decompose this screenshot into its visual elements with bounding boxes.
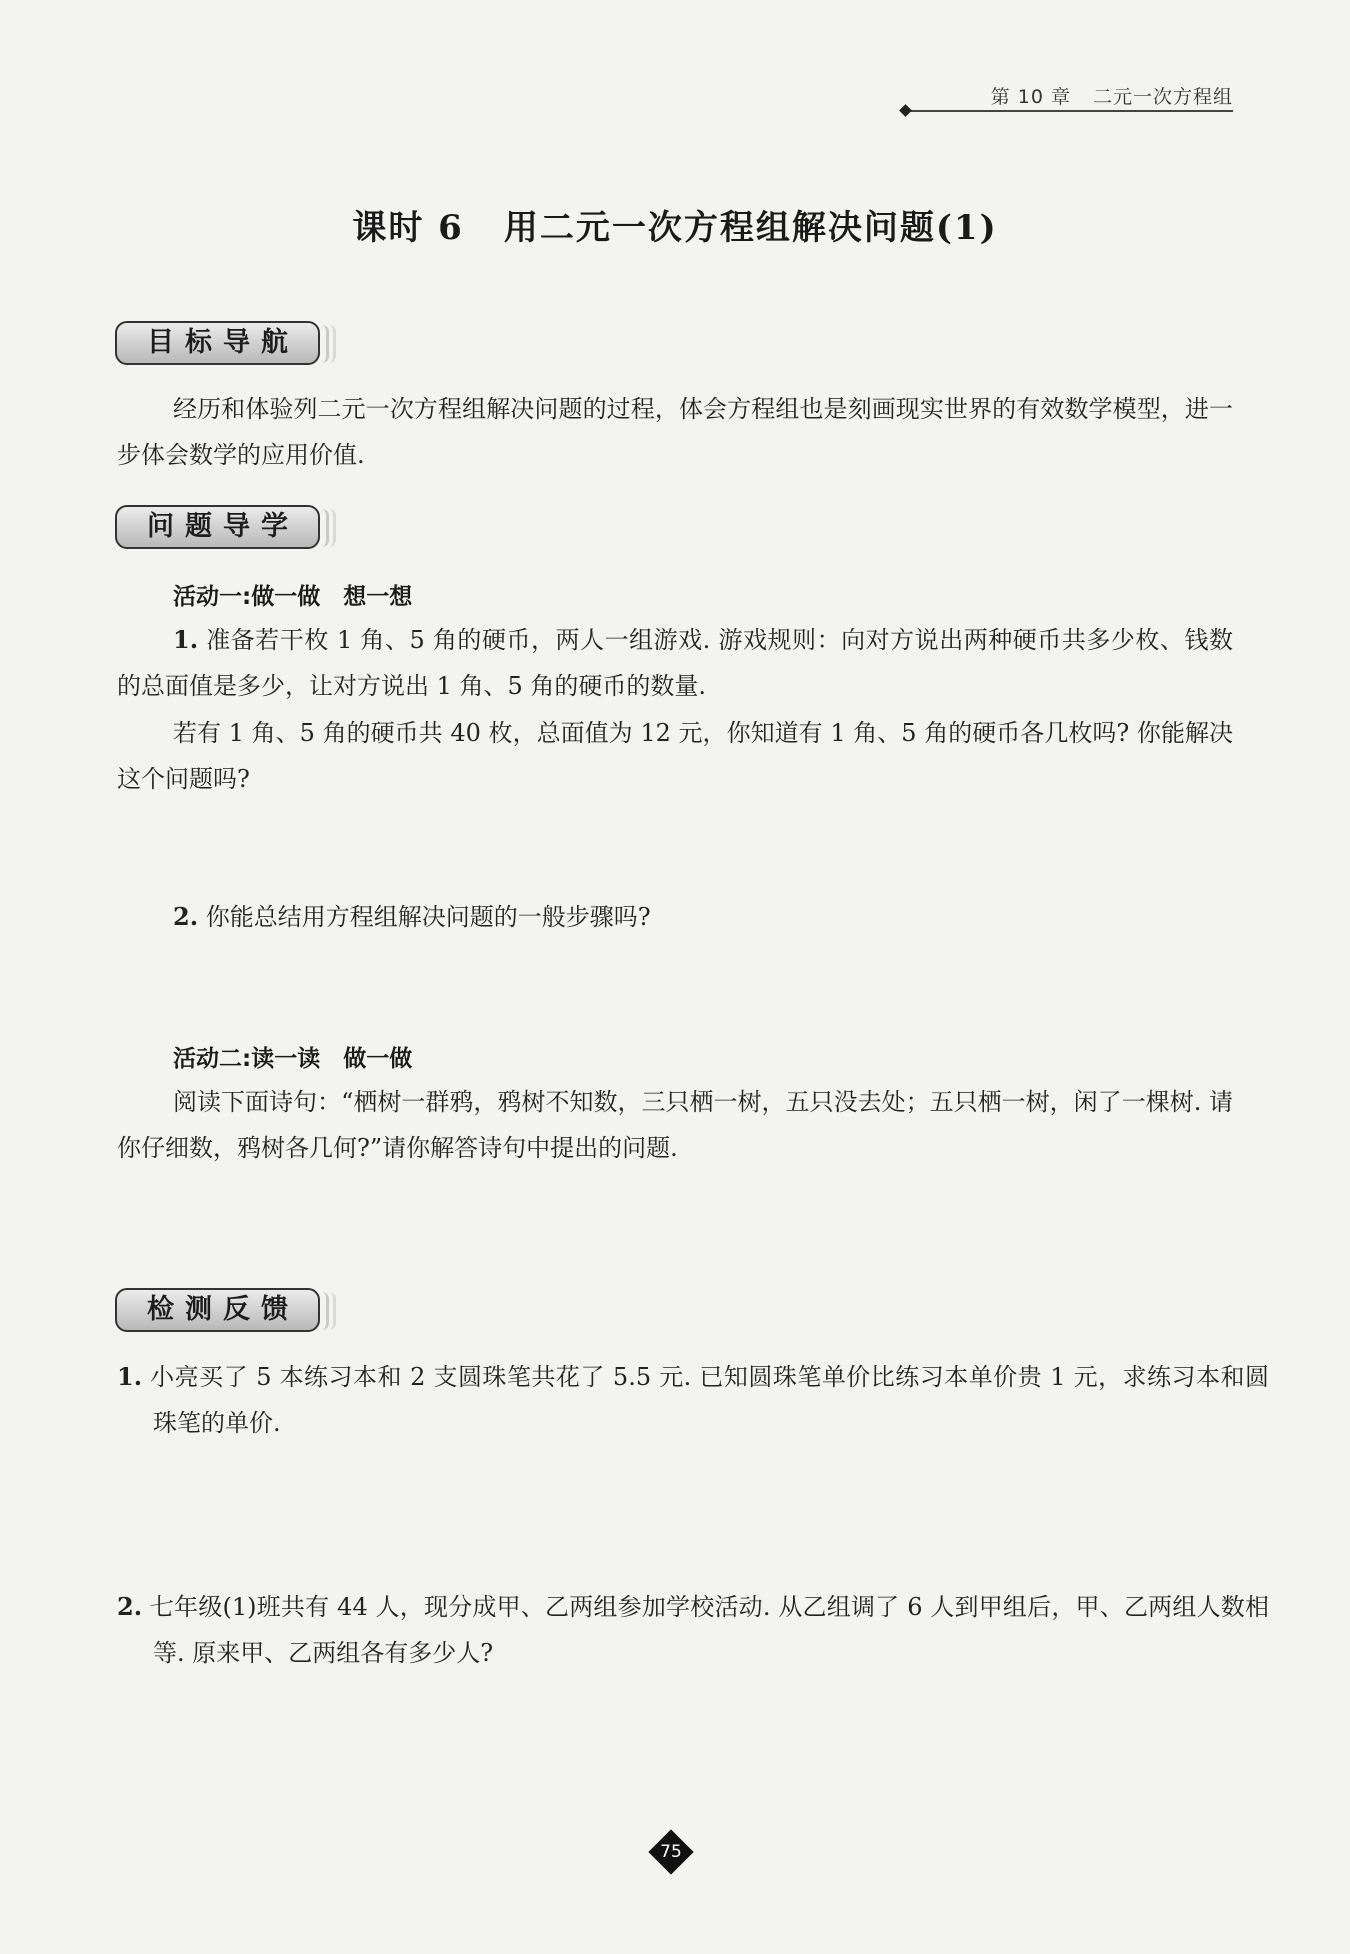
activity-2-text: 阅读下面诗句：“栖树一群鸦，鸦树不知数，三只栖一树，五只没去处；五只栖一树，闲了一棵树. 请你仔细数，鸦树各几何?”请你解答诗句中提出的问题. — [117, 1088, 1233, 1162]
question-text: 小亮买了 5 本练习本和 2 支圆珠笔共花了 5.5 元. 已知圆珠笔单价比练习本单价贵 1 元，求练习本和圆珠笔的单价. — [150, 1363, 1269, 1437]
page-number — [649, 1830, 693, 1874]
section-tab-guide — [115, 505, 339, 551]
tab-edge — [322, 1292, 329, 1330]
chapter-label — [985, 82, 1233, 109]
section-tab-feedback — [115, 1288, 339, 1334]
running-header — [905, 82, 1233, 112]
tab-edge — [322, 325, 329, 363]
tab-edge — [329, 1292, 336, 1330]
activity-1-question-1-follow: 若有 1 角、5 角的硬币共 40 枚，总面值为 12 元，你知道有 1 角、5 角的硬币各几枚吗? 你能解决这个问题吗? — [117, 719, 1233, 793]
page-number-text: 75 — [660, 1842, 682, 1862]
section-label: 目标导航 — [147, 327, 299, 358]
activity-1-title: 活动一:做一做 想一想 — [173, 584, 413, 610]
lesson-title — [0, 200, 1350, 249]
question-text: 七年级(1)班共有 44 人，现分成甲、乙两组参加学校活动. 从乙组调了 6 人到甲组后，甲、乙两组人数相等. 原来甲、乙两组各有多少人? — [149, 1593, 1269, 1667]
question-text: 你能总结用方程组解决问题的一般步骤吗? — [205, 903, 651, 931]
section-tab-goals — [115, 321, 339, 367]
tab-edge — [322, 509, 329, 547]
activity-1-question-1 — [117, 617, 1233, 709]
activity-1-question-2 — [117, 894, 1233, 940]
feedback-question-1 — [117, 1354, 1269, 1446]
question-number: 2. — [173, 902, 199, 931]
chapter-title: 二元一次方程组 — [1092, 86, 1233, 108]
chapter-number: 第 10 章 — [990, 86, 1071, 108]
header-rule — [905, 110, 1233, 112]
question-number: 1. — [173, 625, 199, 654]
lesson-number: 课时 6 — [352, 208, 464, 248]
tab-edge — [329, 509, 336, 547]
question-number: 2. — [117, 1592, 143, 1621]
feedback-question-2 — [117, 1584, 1269, 1676]
diamond-icon — [899, 104, 912, 117]
goals-text: 经历和体验列二元一次方程组解决问题的过程，体会方程组也是刻画现实世界的有效数学模型，进一步体会数学的应用价值. — [117, 395, 1233, 469]
activity-2-title: 活动二:读一读 做一做 — [173, 1046, 413, 1072]
tab-edge — [329, 325, 336, 363]
section-label: 检测反馈 — [147, 1294, 299, 1325]
section-label: 问题导学 — [147, 511, 299, 542]
lesson-title-text: 用二元一次方程组解决问题(1) — [503, 208, 998, 248]
question-number: 1. — [117, 1362, 143, 1391]
question-text: 准备若干枚 1 角、5 角的硬币，两人一组游戏. 游戏规则：向对方说出两种硬币共多少枚、钱数的总面值是多少，让对方说出 1 角、5 角的硬币的数量. — [117, 626, 1233, 700]
